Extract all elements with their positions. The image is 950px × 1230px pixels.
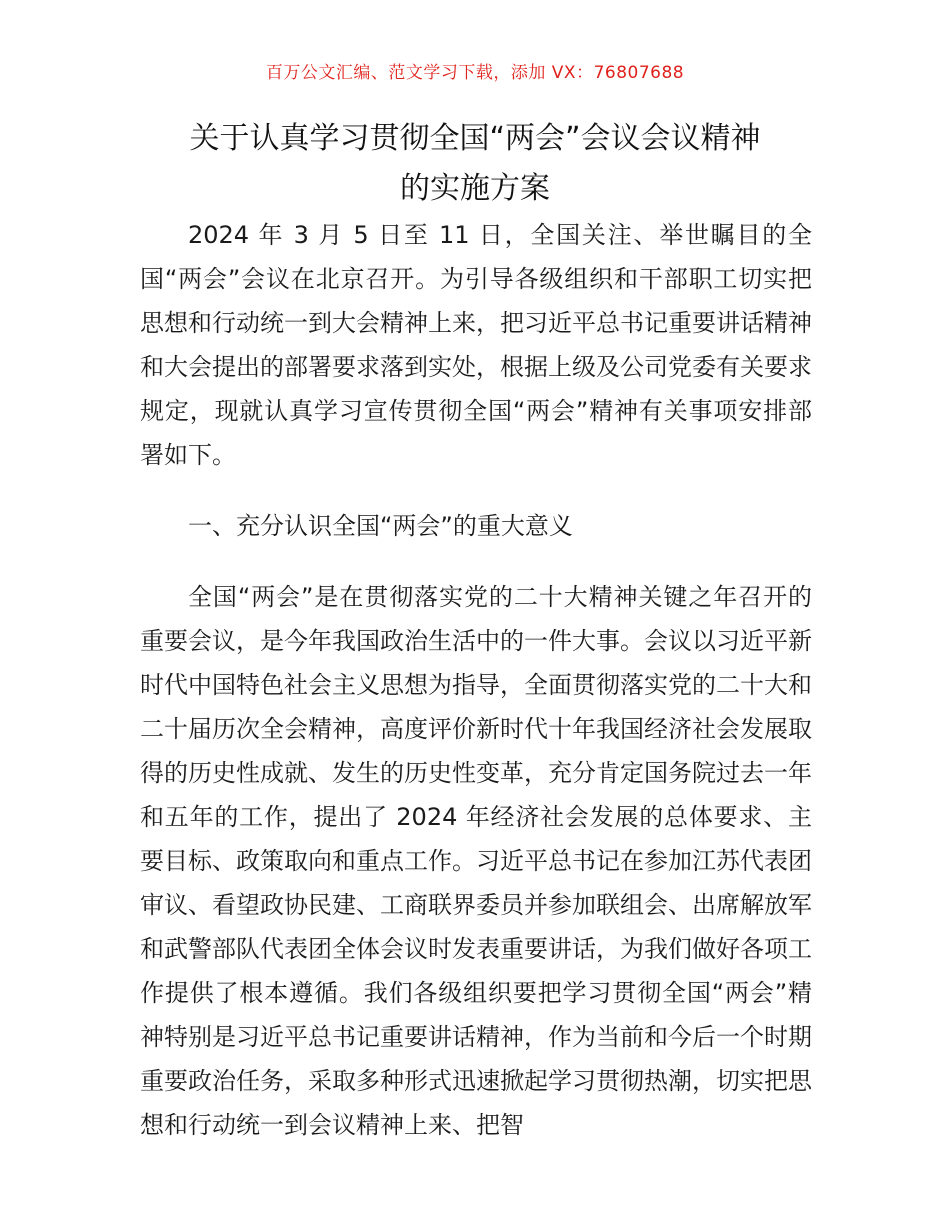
document-title xyxy=(100,114,850,214)
title-line-2: 的实施方案 xyxy=(400,171,550,206)
section-heading-1: 一、充分认识全国“两会”的重大意义 xyxy=(188,512,573,540)
paragraph-section-1: 全国“两会”是在贯彻落实党的二十大精神关键之年召开的重要会议，是今年我国政治生活中的一件大事。会议以习近平新时代中国特色社会主义思想为指导，全面贯彻落实党的二十大和二十届历次全会精神，高度评价新时代十年我国经济社会发展取得的历史性成就、发生的历史性变革，充分肯定国务院过去一年和五年的工作，提出了 2024 年经济社会发展的总体要求、主要目标、政策取向和重点工作。习近平总书记在参加江苏代表团审议、看望政协民建、工商联界委员并参加联组会、出席解放军和武警部队代表团全体会议时发表重要讲话，为我们做好各项工作提供了根本遵循。我们各级组织要把学习贯彻全国“两会”精神特别是习近平总书记重要讲话精神，作为当前和今后一个时期重要政治任务，采取多种形式迅速掀起学习贯彻热潮，切实把思想和行动统一到会议精神上来、把智 xyxy=(140,583,812,1139)
title-line-1: 关于认真学习贯彻全国“两会”会议会议精神 xyxy=(189,121,761,156)
document-body xyxy=(140,213,812,1147)
watermark-header-note: 百万公文汇编、范文学习下载，添加 VX：76807688 xyxy=(265,63,685,83)
paragraph-intro: 2024 年 3 月 5 日至 11 日，全国关注、举世瞩目的全国“两会”会议在北京召开。为引导各级组织和干部职工切实把思想和行动统一到大会精神上来，把习近平总书记重要讲话精神和大会提出的部署要求落到实处，根据上级及公司党委有关要求规定，现就认真学习宣传贯彻全国“两会”精神有关事项安排部署如下。 xyxy=(140,221,812,469)
